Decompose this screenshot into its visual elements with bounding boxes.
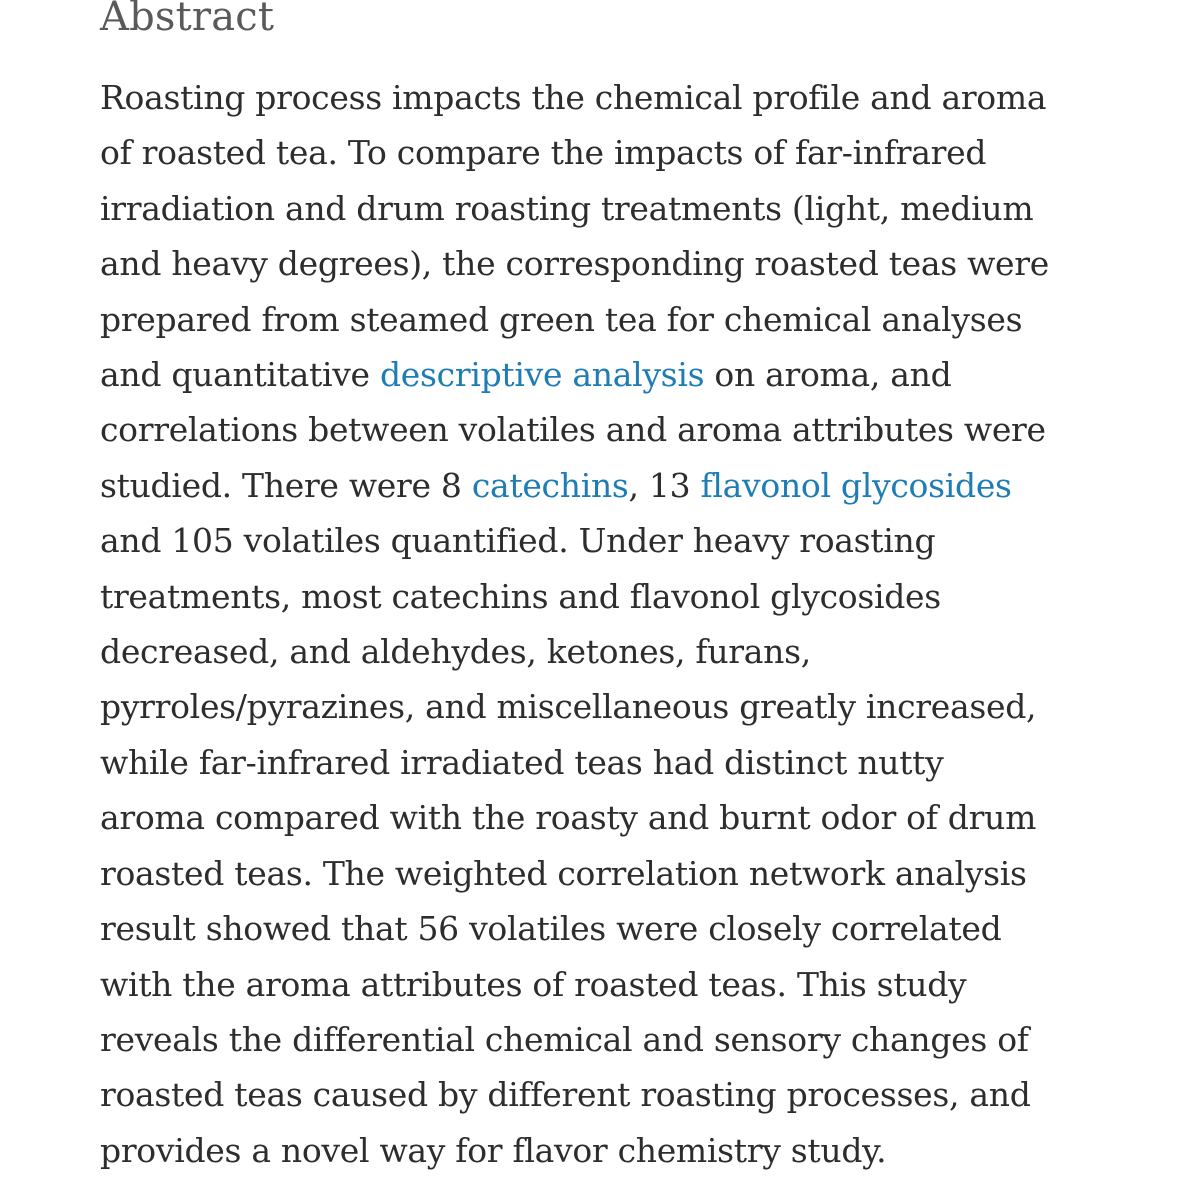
- abstract-text: roasted teas caused by different roasting processes, and: [100, 1075, 1031, 1115]
- abstract-line: [100, 790, 1060, 845]
- abstract-body: [100, 70, 1060, 1178]
- abstract-text: while far-infrared irradiated teas had distinct nutty: [100, 742, 944, 782]
- abstract-line: [100, 236, 1060, 291]
- catechins-link[interactable]: catechins: [471, 465, 629, 505]
- abstract-text: treatments, most catechins and flavonol glycosides: [100, 576, 941, 616]
- abstract-line: [100, 901, 1060, 956]
- abstract-text: pyrroles/pyrazines, and miscellaneous greatly increased,: [100, 687, 1037, 727]
- abstract-text: provides a novel way for flavor chemistry study.: [100, 1130, 887, 1170]
- abstract-text: aroma compared with the roasty and burnt odor of drum: [100, 798, 1037, 838]
- abstract-text: prepared from steamed green tea for chemical analyses: [100, 299, 1023, 339]
- abstract-line: [100, 125, 1060, 180]
- abstract-heading: Abstract: [100, 0, 275, 40]
- abstract-text: of roasted tea. To compare the impacts of far-infrared: [100, 133, 987, 173]
- abstract-text: result showed that 56 volatiles were closely correlated: [100, 909, 1002, 949]
- abstract-text: irradiation and drum roasting treatments (light, medium: [100, 188, 1034, 228]
- abstract-text: decreased, and aldehydes, ketones, furans,: [100, 632, 811, 672]
- abstract-text: and 105 volatiles quantified. Under heavy roasting: [100, 521, 936, 561]
- abstract-text: , 13: [628, 465, 701, 505]
- abstract-line: [100, 957, 1060, 1012]
- abstract-line: [100, 1012, 1060, 1067]
- abstract-section: [100, 0, 1060, 1170]
- abstract-line: [100, 624, 1060, 679]
- abstract-text: correlations between volatiles and aroma attributes were: [100, 410, 1046, 450]
- descriptive-analysis-link[interactable]: descriptive analysis: [379, 355, 705, 395]
- abstract-line: [100, 513, 1060, 568]
- abstract-line: [100, 292, 1060, 347]
- abstract-line: [100, 735, 1060, 790]
- flavonol-glycosides-link[interactable]: flavonol glycosides: [700, 465, 1012, 505]
- abstract-text: and heavy degrees), the corresponding roasted teas were: [100, 244, 1049, 284]
- abstract-line: [100, 1067, 1060, 1122]
- abstract-text: studied. There were 8: [100, 465, 472, 505]
- abstract-text: on aroma, and: [704, 355, 952, 395]
- abstract-text: Roasting process impacts the chemical profile and aroma: [100, 78, 1047, 117]
- abstract-text: with the aroma attributes of roasted teas. This study: [100, 964, 967, 1004]
- abstract-line: [100, 458, 1060, 513]
- abstract-line: [100, 569, 1060, 624]
- abstract-line: [100, 402, 1060, 457]
- abstract-line: [100, 1123, 1060, 1178]
- abstract-line: [100, 70, 1060, 125]
- abstract-line: [100, 679, 1060, 734]
- abstract-line: [100, 846, 1060, 901]
- abstract-text: and quantitative: [100, 355, 380, 395]
- abstract-line: [100, 347, 1060, 402]
- abstract-text: roasted teas. The weighted correlation network analysis: [100, 853, 1027, 893]
- abstract-text: reveals the differential chemical and sensory changes of: [100, 1019, 1029, 1059]
- abstract-line: [100, 181, 1060, 236]
